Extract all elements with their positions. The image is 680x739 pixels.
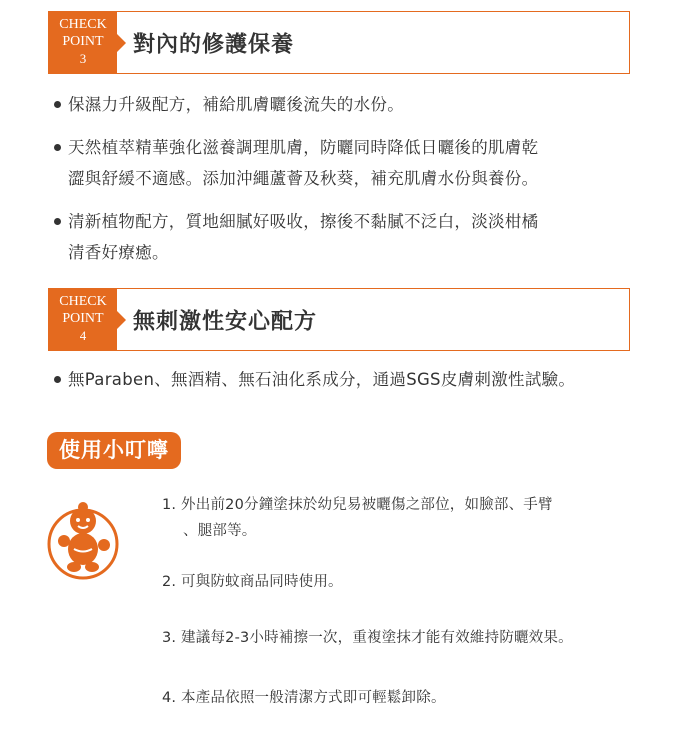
- list-item-text: 保濕力升級配方，補給肌膚曬後流失的水份。: [68, 95, 404, 114]
- check-tag-line2: POINT: [62, 34, 104, 49]
- check-point-4-list: [52, 364, 652, 407]
- arrow-icon: [117, 34, 126, 52]
- section-title: 對內的修護保養: [133, 32, 295, 57]
- step-text: 3. 建議每2-3小時補擦一次，重複塗抹才能有效維持防曬效果。: [162, 630, 573, 646]
- arrow-icon: [117, 311, 126, 329]
- list-item: [52, 364, 652, 395]
- bullet-icon: [54, 376, 61, 383]
- step-text-cont: 、腿部等。: [183, 523, 257, 539]
- step-text: 2. 可與防蚊商品同時使用。: [162, 574, 343, 590]
- list-item: [162, 492, 662, 544]
- check-tag-line1: CHECK: [59, 17, 107, 32]
- check-tag-number: 3: [79, 51, 87, 66]
- list-item: [52, 206, 652, 268]
- check-point-3-header: [48, 11, 630, 74]
- usage-tips-label: 使用小叮嚀: [47, 432, 181, 469]
- list-item: [162, 569, 662, 595]
- step-text: 4. 本產品依照一般清潔方式即可輕鬆卸除。: [162, 690, 446, 706]
- list-item-text: 天然植萃精華強化滋養調理肌膚，防曬同時降低日曬後的肌膚乾: [68, 138, 539, 157]
- usage-steps-list: [162, 492, 662, 711]
- check-point-tag: [49, 12, 117, 73]
- step-text: 1. 外出前20分鐘塗抹於幼兒易被曬傷之部位，如臉部、手臂: [162, 497, 553, 513]
- bullet-icon: [54, 144, 61, 151]
- check-tag-line1: CHECK: [59, 294, 107, 309]
- bullet-icon: [54, 218, 61, 225]
- baby-mascot-icon: [47, 491, 119, 587]
- check-tag-line2: POINT: [62, 311, 104, 326]
- check-point-tag: [49, 289, 117, 350]
- list-item-text: 無Paraben、無酒精、無石油化系成分，通過SGS皮膚刺激性試驗。: [68, 370, 576, 389]
- list-item-text: 清新植物配方，質地細膩好吸收，擦後不黏膩不泛白，淡淡柑橘: [68, 212, 539, 231]
- list-item: [162, 625, 662, 651]
- list-item: [52, 89, 652, 120]
- list-item: [52, 132, 652, 194]
- check-point-3-list: [52, 89, 652, 280]
- section-title: 無刺激性安心配方: [133, 309, 318, 334]
- list-item-text-cont: 澀與舒緩不適感。添加沖繩蘆薈及秋葵，補充肌膚水份與養份。: [68, 169, 539, 188]
- check-tag-number: 4: [79, 328, 87, 343]
- list-item: [162, 685, 662, 711]
- list-item-text-cont: 清香好療癒。: [68, 243, 169, 262]
- bullet-icon: [54, 101, 61, 108]
- check-point-4-header: [48, 288, 630, 351]
